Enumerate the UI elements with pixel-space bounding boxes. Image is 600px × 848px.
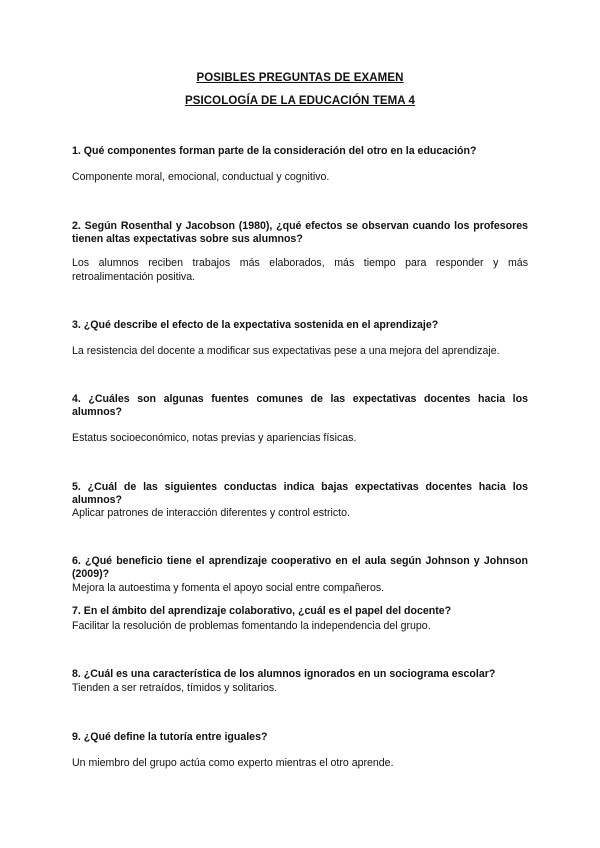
question-9: 9. ¿Qué define la tutoría entre iguales? [72,731,268,743]
answer-8: Tienden a ser retraídos, tímidos y solitarios. [72,682,278,694]
question-5: 5. ¿Cuál de las siguientes conductas indica bajas expectativas docentes hacia los alumnos? [72,481,528,506]
answer-2: Los alumnos reciben trabajos más elaborados, más tiempo para responder y más retroalimentación positiva. [72,257,528,283]
answer-7: Facilitar la resolución de problemas fomentando la independencia del grupo. [72,620,431,632]
question-6: 6. ¿Qué beneficio tiene el aprendizaje cooperativo en el aula según Johnson y Johnson (2009)? [72,555,528,580]
answer-6: Mejora la autoestima y fomenta el apoyo social entre compañeros. [72,582,385,594]
answer-1: Componente moral, emocional, conductual y cognitivo. [72,171,330,183]
document-subtitle: PSICOLOGÍA DE LA EDUCACIÓN TEMA 4 [184,95,416,107]
answer-3: La resistencia del docente a modificar sus expectativas pese a una mejora del aprendizaje. [72,345,500,357]
question-3: 3. ¿Qué describe el efecto de la expectativa sostenida en el aprendizaje? [72,319,439,331]
answer-9: Un miembro del grupo actúa como experto mientras el otro aprende. [72,757,394,769]
question-8: 8. ¿Cuál es una característica de los alumnos ignorados en un sociograma escolar? [72,668,496,680]
answer-5: Aplicar patrones de interacción diferentes y control estricto. [72,507,350,519]
answer-4: Estatus socioeconómico, notas previas y apariencias físicas. [72,432,357,444]
question-7: 7. En el ámbito del aprendizaje colaborativo, ¿cuál es el papel del docente? [72,605,452,617]
question-4: 4. ¿Cuáles son algunas fuentes comunes de las expectativas docentes hacia los alumnos? [72,393,528,418]
question-2: 2. Según Rosenthal y Jacobson (1980), ¿qué efectos se observan cuando los profesores tienen altas expectativas sobre sus alumnos? [72,220,528,245]
question-1: 1. Qué componentes forman parte de la consideración del otro en la educación? [72,145,477,157]
document-title: POSIBLES PREGUNTAS DE EXAMEN [196,72,404,84]
